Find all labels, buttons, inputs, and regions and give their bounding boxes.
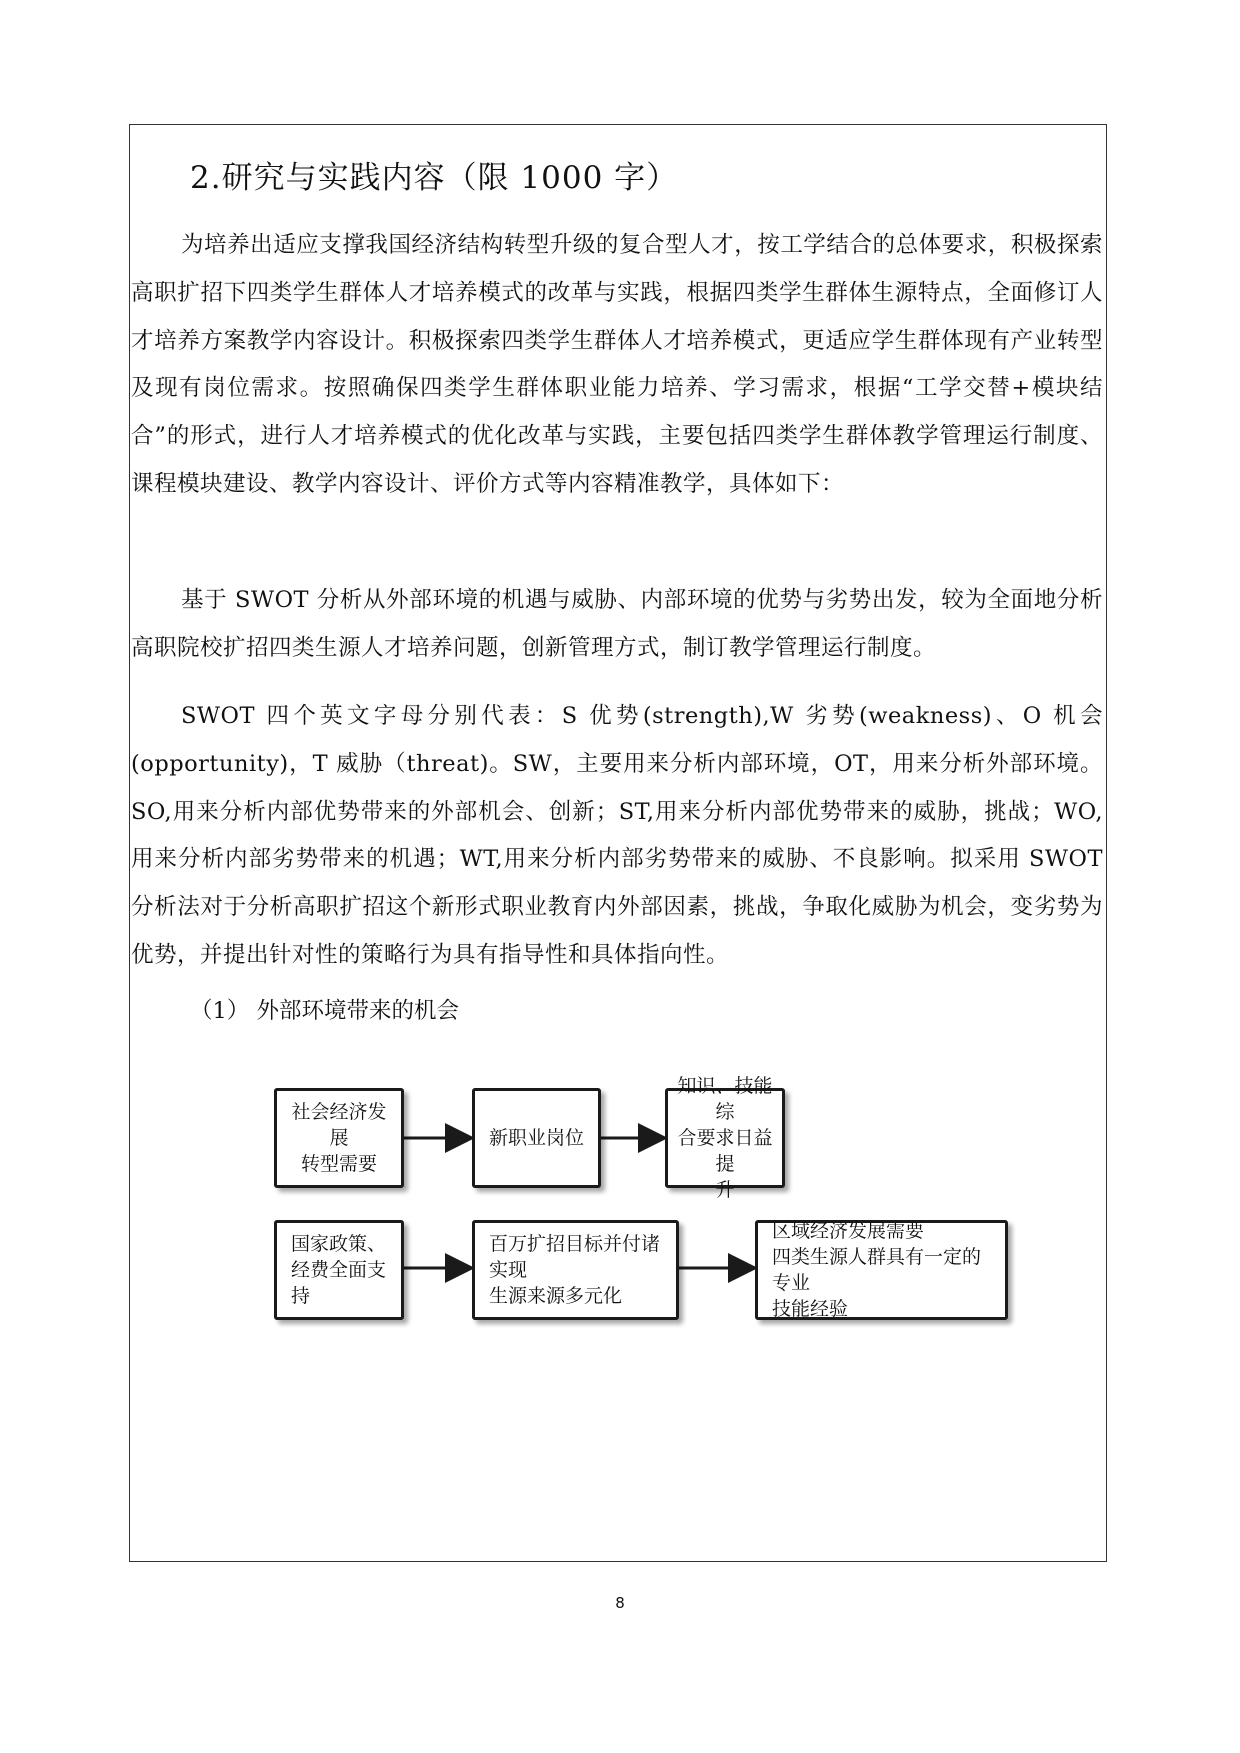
flow-box-label: 国家政策、 经费全面支持 [291,1233,387,1307]
flow-box-national-policy [274,1220,404,1320]
subsection-heading: （1） 外部环境带来的机会 [190,998,459,1024]
flow-box-skill-requirements [665,1075,785,1201]
flow-box-expansion-target [472,1220,679,1320]
flow-box-label: 知识、技能综 合要求日益提 升 [677,1075,773,1201]
flow-box-new-jobs [472,1088,601,1188]
flow-box-regional-needs [755,1220,1008,1320]
page-number: 8 [615,1594,625,1612]
flow-box-economic-transformation [274,1088,404,1188]
flow-box-label: 社会经济发展 转型需要 [291,1101,387,1175]
paragraph-swot-definition: SWOT 四个英文字母分别代表：S 优势(strength),W 劣势(weakness)、O 机会(opportunity)，T 威胁（threat)。SW，主要用来分析内部环境，OT，用来分析外部环境。SO,用来分析内部优势带来的外部机会、创新；ST,用来分析内部优势带来的威胁，挑战；WO,用来分析内部劣势带来的机遇；WT,用来分析内部劣势带来的威胁、不良影响。拟采用 SWOT 分析法对于分析高职扩招这个新形式职业教育内外部因素，挑战，争取化威胁为机会，变劣势为优势，并提出针对性的策略行为具有指导性和具体指向性。 [131,703,1103,968]
flow-box-label: 区域经济发展需要 四类生源人群具有一定的专业 技能经验 [772,1220,982,1320]
flow-box-label: 百万扩招目标并付诸实现 生源来源多元化 [489,1233,661,1307]
flow-box-label: 新职业岗位 [488,1127,584,1149]
paragraph-intro: 为培养出适应支撑我国经济结构转型升级的复合型人才，按工学结合的总体要求，积极探索高职扩招下四类学生群体人才培养模式的改革与实践，根据四类学生群体生源特点，全面修订人才培养方案教学内容设计。积极探索四类学生群体人才培养模式，更适应学生群体现有产业转型及现有岗位需求。按照确保四类学生群体职业能力培养、学习需求，根据“工学交替+模块结合”的形式，进行人才培养模式的优化改革与实践，主要包括四类学生群体教学管理运行制度、课程模块建设、教学内容设计、评价方式等内容精准教学，具体如下： [131,232,1103,497]
paragraph-swot-basis: 基于 SWOT 分析从外部环境的机遇与威胁、内部环境的优势与劣势出发，较为全面地分析高职院校扩招四类生源人才培养问题，创新管理方式，制订教学管理运行制度。 [131,587,1103,661]
section-heading: 2.研究与实践内容（限 1000 字） [190,160,679,196]
